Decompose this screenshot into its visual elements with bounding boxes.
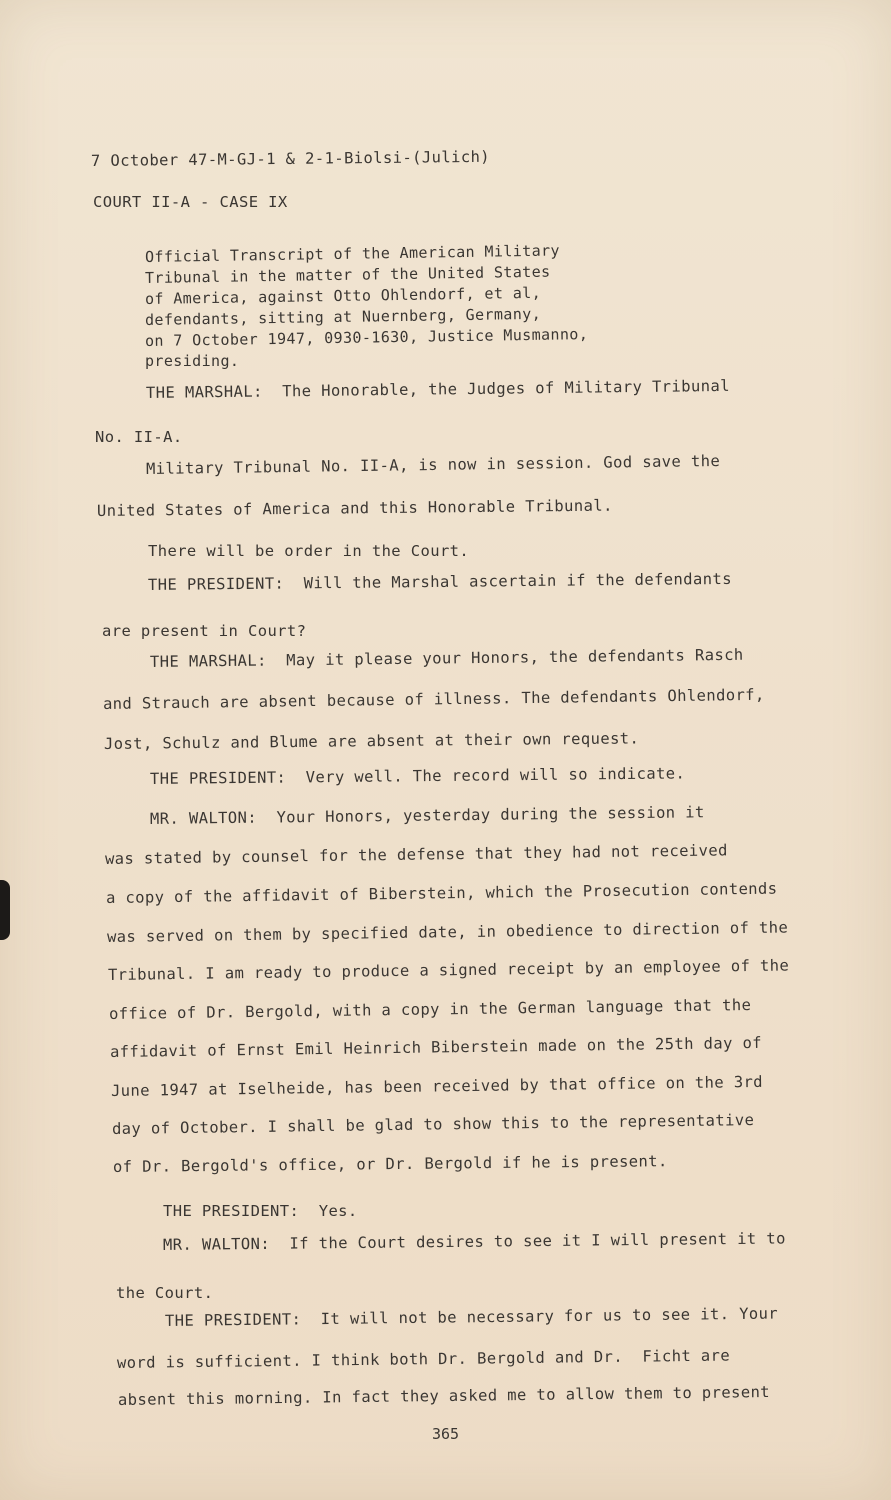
intro-line: Tribunal in the matter of the United States — [144, 262, 551, 287]
body-line: THE MARSHAL: May it please your Honors, the defendants Rasch — [149, 645, 744, 671]
body-line: a copy of the affidavit of Biberstein, which the Prosecution contends — [105, 879, 778, 907]
body-line: affidavit of Ernst Emil Heinrich Biberstein made on the 25th day of — [109, 1033, 763, 1061]
body-line: United States of America and this Honorable Tribunal. — [96, 496, 613, 520]
body-line: THE PRESIDENT: Very well. The record will so indicate. — [149, 764, 686, 788]
body-line: THE PRESIDENT: Yes. — [163, 1202, 358, 1220]
body-line: Military Tribunal No. II-A, is now in session. God save the — [145, 451, 721, 478]
header-line-1: 7 October 47-M-GJ-1 & 2-1-Biolsi-(Julich) — [90, 147, 491, 170]
intro-line: defendants, sitting at Nuernberg, Germany, — [144, 304, 542, 329]
body-line: are present in Court? — [102, 622, 307, 640]
intro-line: of America, against Otto Ohlendorf, et al, — [144, 283, 542, 308]
body-line: and Strauch are absent because of illness. The defendants Ohlendorf, — [102, 685, 765, 713]
page-number: 365 — [432, 1425, 460, 1443]
body-line: There will be order in the Court. — [148, 542, 470, 560]
body-line: June 1947 at Iselheide, has been received by that office on the 3rd — [110, 1072, 764, 1100]
intro-line: on 7 October 1947, 0930-1630, Justice Musmanno, — [144, 325, 589, 350]
body-line: was served on them by specified date, in obedience to direction of the — [106, 918, 789, 946]
body-line: absent this morning. In fact they asked me to allow them to present — [117, 1383, 771, 1409]
header-line-2: COURT II-A - CASE IX — [93, 193, 288, 211]
body-line: MR. WALTON: If the Court desires to see it I will present it to — [162, 1229, 786, 1254]
body-line: THE MARSHAL: The Honorable, the Judges of Military Tribunal — [145, 376, 730, 402]
body-line: THE PRESIDENT: It will not be necessary for us to see it. Your — [164, 1304, 779, 1330]
body-line: No. II-A. — [95, 428, 183, 446]
intro-line: presiding. — [145, 352, 240, 370]
body-line: the Court. — [116, 1284, 214, 1302]
body-line: Jost, Schulz and Blume are absent at their own request. — [103, 729, 640, 753]
body-line: word is sufficient. I think both Dr. Bergold and Dr. Ficht are — [116, 1346, 731, 1372]
body-line: was stated by counsel for the defense that they had not received — [104, 841, 728, 868]
body-line: THE PRESIDENT: Will the Marshal ascertain if the defendants — [147, 569, 732, 594]
body-line: MR. WALTON: Your Honors, yesterday during the session it — [149, 803, 705, 828]
body-line: office of Dr. Bergold, with a copy in the German language that the — [108, 996, 752, 1023]
body-line: of Dr. Bergold's office, or Dr. Bergold if he is present. — [112, 1152, 668, 1176]
body-line: day of October. I shall be glad to show this to the representative — [111, 1111, 755, 1138]
page-edge-shadow — [0, 880, 10, 940]
body-line: Tribunal. I am ready to produce a signed receipt by an employee of the — [107, 956, 790, 984]
intro-line: Official Transcript of the American Military — [144, 241, 561, 266]
